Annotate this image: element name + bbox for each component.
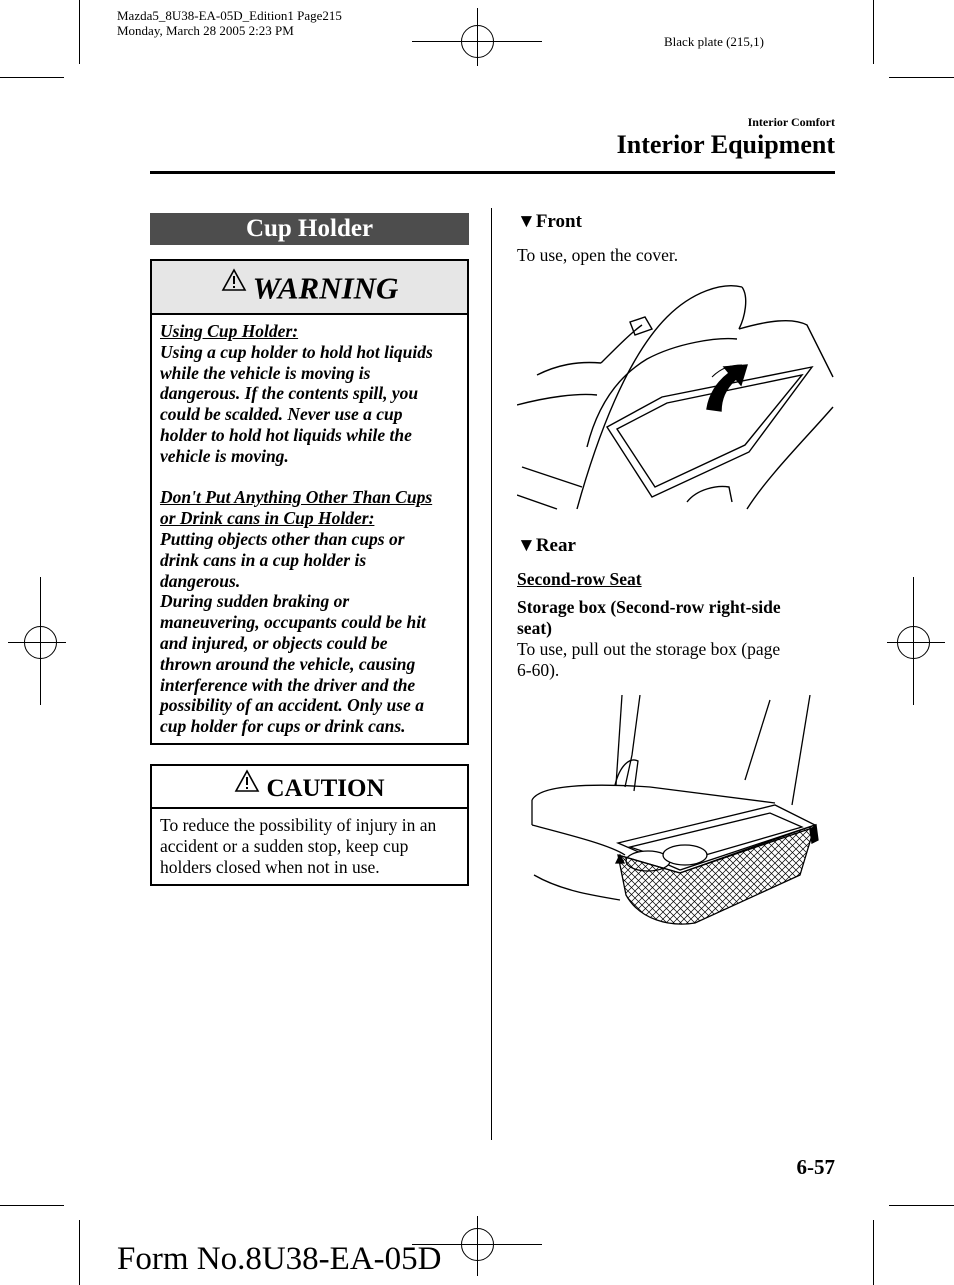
plate-label: Black plate (215,1): [664, 34, 764, 49]
caution-title: CAUTION: [266, 774, 385, 802]
warning-line: vehicle is moving.: [160, 445, 289, 466]
chapter-label: Interior Comfort: [747, 115, 835, 129]
page-title: Interior Equipment: [616, 130, 835, 159]
print-header: [117, 8, 342, 38]
print-header-date: Monday, March 28 2005 2:23 PM: [117, 23, 294, 38]
front-cup-holder-illustration: [517, 277, 835, 515]
warning-line: possibility of an accident. Only use a: [160, 695, 424, 716]
form-number: Form No.8U38-EA-05D: [117, 1241, 442, 1277]
print-header-file: Mazda5_8U38-EA-05D_Edition1 Page215: [117, 8, 342, 23]
warning-box: [150, 259, 469, 745]
warning-line: could be scalded. Never use a cup: [160, 404, 403, 425]
warning-line: Using a cup holder to hold hot liquids: [160, 341, 433, 362]
caution-header: [152, 766, 467, 809]
warning-line: dangerous.: [160, 570, 241, 591]
warning-header: [152, 261, 467, 315]
storage-box-text-line: To use, pull out the storage box (page: [517, 639, 781, 659]
warning-line: holder to hold hot liquids while the: [160, 424, 412, 445]
warning-line: dangerous. If the contents spill, you: [160, 383, 419, 404]
warning-item1-heading: Using Cup Holder:: [160, 321, 299, 341]
storage-box-title: [517, 597, 781, 639]
caution-box: [150, 764, 469, 886]
storage-box-title-line: seat): [517, 618, 552, 638]
caution-line: To reduce the possibility of injury in an: [160, 815, 437, 835]
warning-line: cup holder for cups or drink cans.: [160, 716, 406, 737]
caution-triangle-icon: [234, 767, 260, 810]
caution-body: [152, 809, 467, 878]
warning-line: interference with the driver and the: [160, 674, 416, 695]
warning-line: Putting objects other than cups or: [160, 528, 405, 549]
warning-item2-heading: Don't Put Anything Other Than Cups: [160, 487, 433, 508]
warning-line: and injured, or objects could be: [160, 632, 388, 653]
rear-heading: [517, 535, 576, 557]
front-instruction: To use, open the cover.: [517, 245, 679, 265]
warning-line: maneuvering, occupants could be hit: [160, 612, 426, 633]
warning-triangle-icon: [221, 261, 247, 315]
warning-line: drink cans in a cup holder is: [160, 549, 367, 570]
warning-line: while the vehicle is moving is: [160, 362, 371, 383]
header-rule: [150, 171, 835, 174]
warning-line: thrown around the vehicle, causing: [160, 653, 416, 674]
front-heading-label: Front: [535, 211, 582, 232]
rear-storage-box-illustration: [530, 695, 820, 930]
caution-line: holders closed when not in use.: [160, 857, 380, 877]
storage-box-title-line: Storage box (Second-row right-side: [517, 597, 781, 617]
warning-body: [152, 315, 467, 737]
caution-line: accident or a sudden stop, keep cup: [160, 836, 409, 856]
warning-title: WARNING: [252, 270, 399, 306]
second-row-seat-heading: Second-row Seat: [517, 569, 642, 589]
triangle-down-icon: ▼: [517, 535, 536, 556]
warning-item2-heading: or Drink cans in Cup Holder:: [160, 508, 375, 529]
front-heading: [517, 211, 582, 233]
storage-box-text-line: 6-60).: [517, 660, 560, 680]
triangle-down-icon: ▼: [517, 211, 536, 232]
warning-line: During sudden braking or: [160, 591, 350, 612]
cup-holder-banner: Cup Holder: [150, 213, 469, 245]
column-divider: [491, 208, 492, 1140]
page-number: 6-57: [796, 1155, 835, 1179]
storage-box-text: [517, 639, 780, 681]
rear-heading-label: Rear: [535, 535, 576, 556]
